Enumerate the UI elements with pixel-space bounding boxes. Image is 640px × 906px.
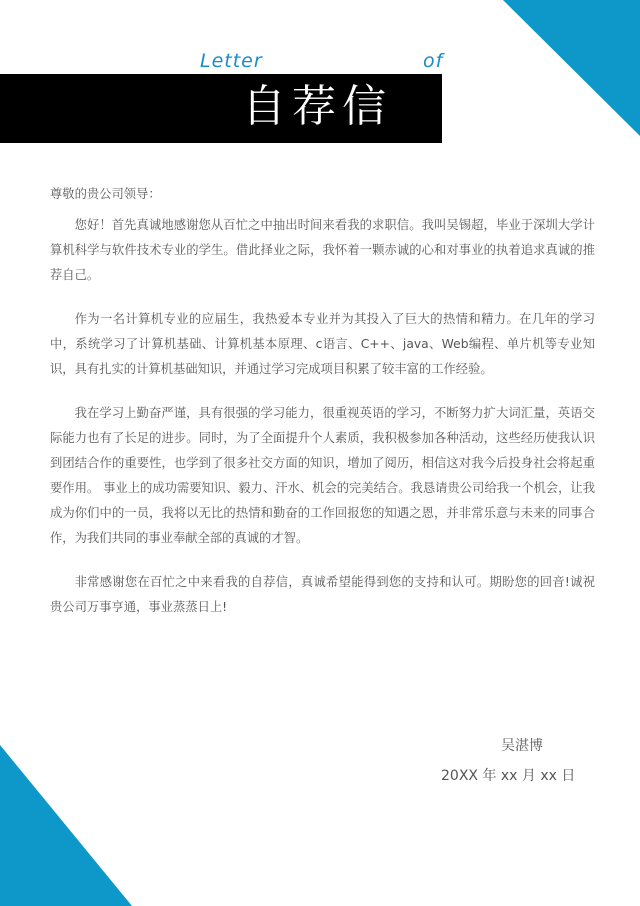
paragraph-education: 作为一名计算机专业的应届生，我热爱本专业并为其投入了巨大的热情和精力。在几年的学习中，系统学习了计算机基础、计算机基本原理、c语言、C++、java、Web编程、单片机等专业知识，具有扎实的计算机基础知识，并通过学习完成项目积累了较丰富的工作经验。	[50, 312, 595, 376]
page-title: 自荐信	[242, 81, 392, 132]
signature-name: 吴湛博	[501, 738, 543, 754]
signature-date: 20XX 年 xx 月 xx 日	[441, 768, 576, 784]
paragraph-closing: 非常感谢您在百忙之中来看我的自荐信，真诚希望能得到您的支持和认可。期盼您的回音!诚祝贵公司万事亨通，事业蒸蒸日上!	[50, 575, 595, 614]
bottom-left-corner-triangle	[0, 745, 132, 906]
top-right-corner-triangle	[503, 0, 640, 136]
paragraph-greeting: 您好！首先真诚地感谢您从百忙之中抽出时间来看我的求职信。我叫吴锡超，毕业于深圳大学计算机科学与软件技术专业的学生。借此择业之际，我怀着一颗赤诚的心和对事业的执着追求真诚的推荐自己。	[50, 218, 595, 282]
letter-body	[50, 183, 595, 620]
paragraph-abilities: 我在学习上勤奋严谨，具有很强的学习能力，很重视英语的学习，不断努力扩大词汇量，英语交际能力也有了长足的进步。同时，为了全面提升个人素质，我积极参加各种活动，这些经历使我认识到团结合作的重要性，也学到了很多社交方面的知识，增加了阅历，相信这对我今后投身社会将起重要作用。 事业上的成功需要知识、毅力、汗水、机会的完美结合。我恳请贵公司给我一个机会，让我成为你们中的一员，我将以无比的热情和勤奋的工作回报您的知遇之恩，并非常乐意与未来的同事合作，为我们共同的事业奉献全部的真诚的才智。	[50, 406, 595, 545]
salutation: 尊敬的贵公司领导：	[50, 187, 161, 201]
header-word-left: Letter	[200, 50, 263, 72]
header-word-right: of	[423, 50, 444, 72]
